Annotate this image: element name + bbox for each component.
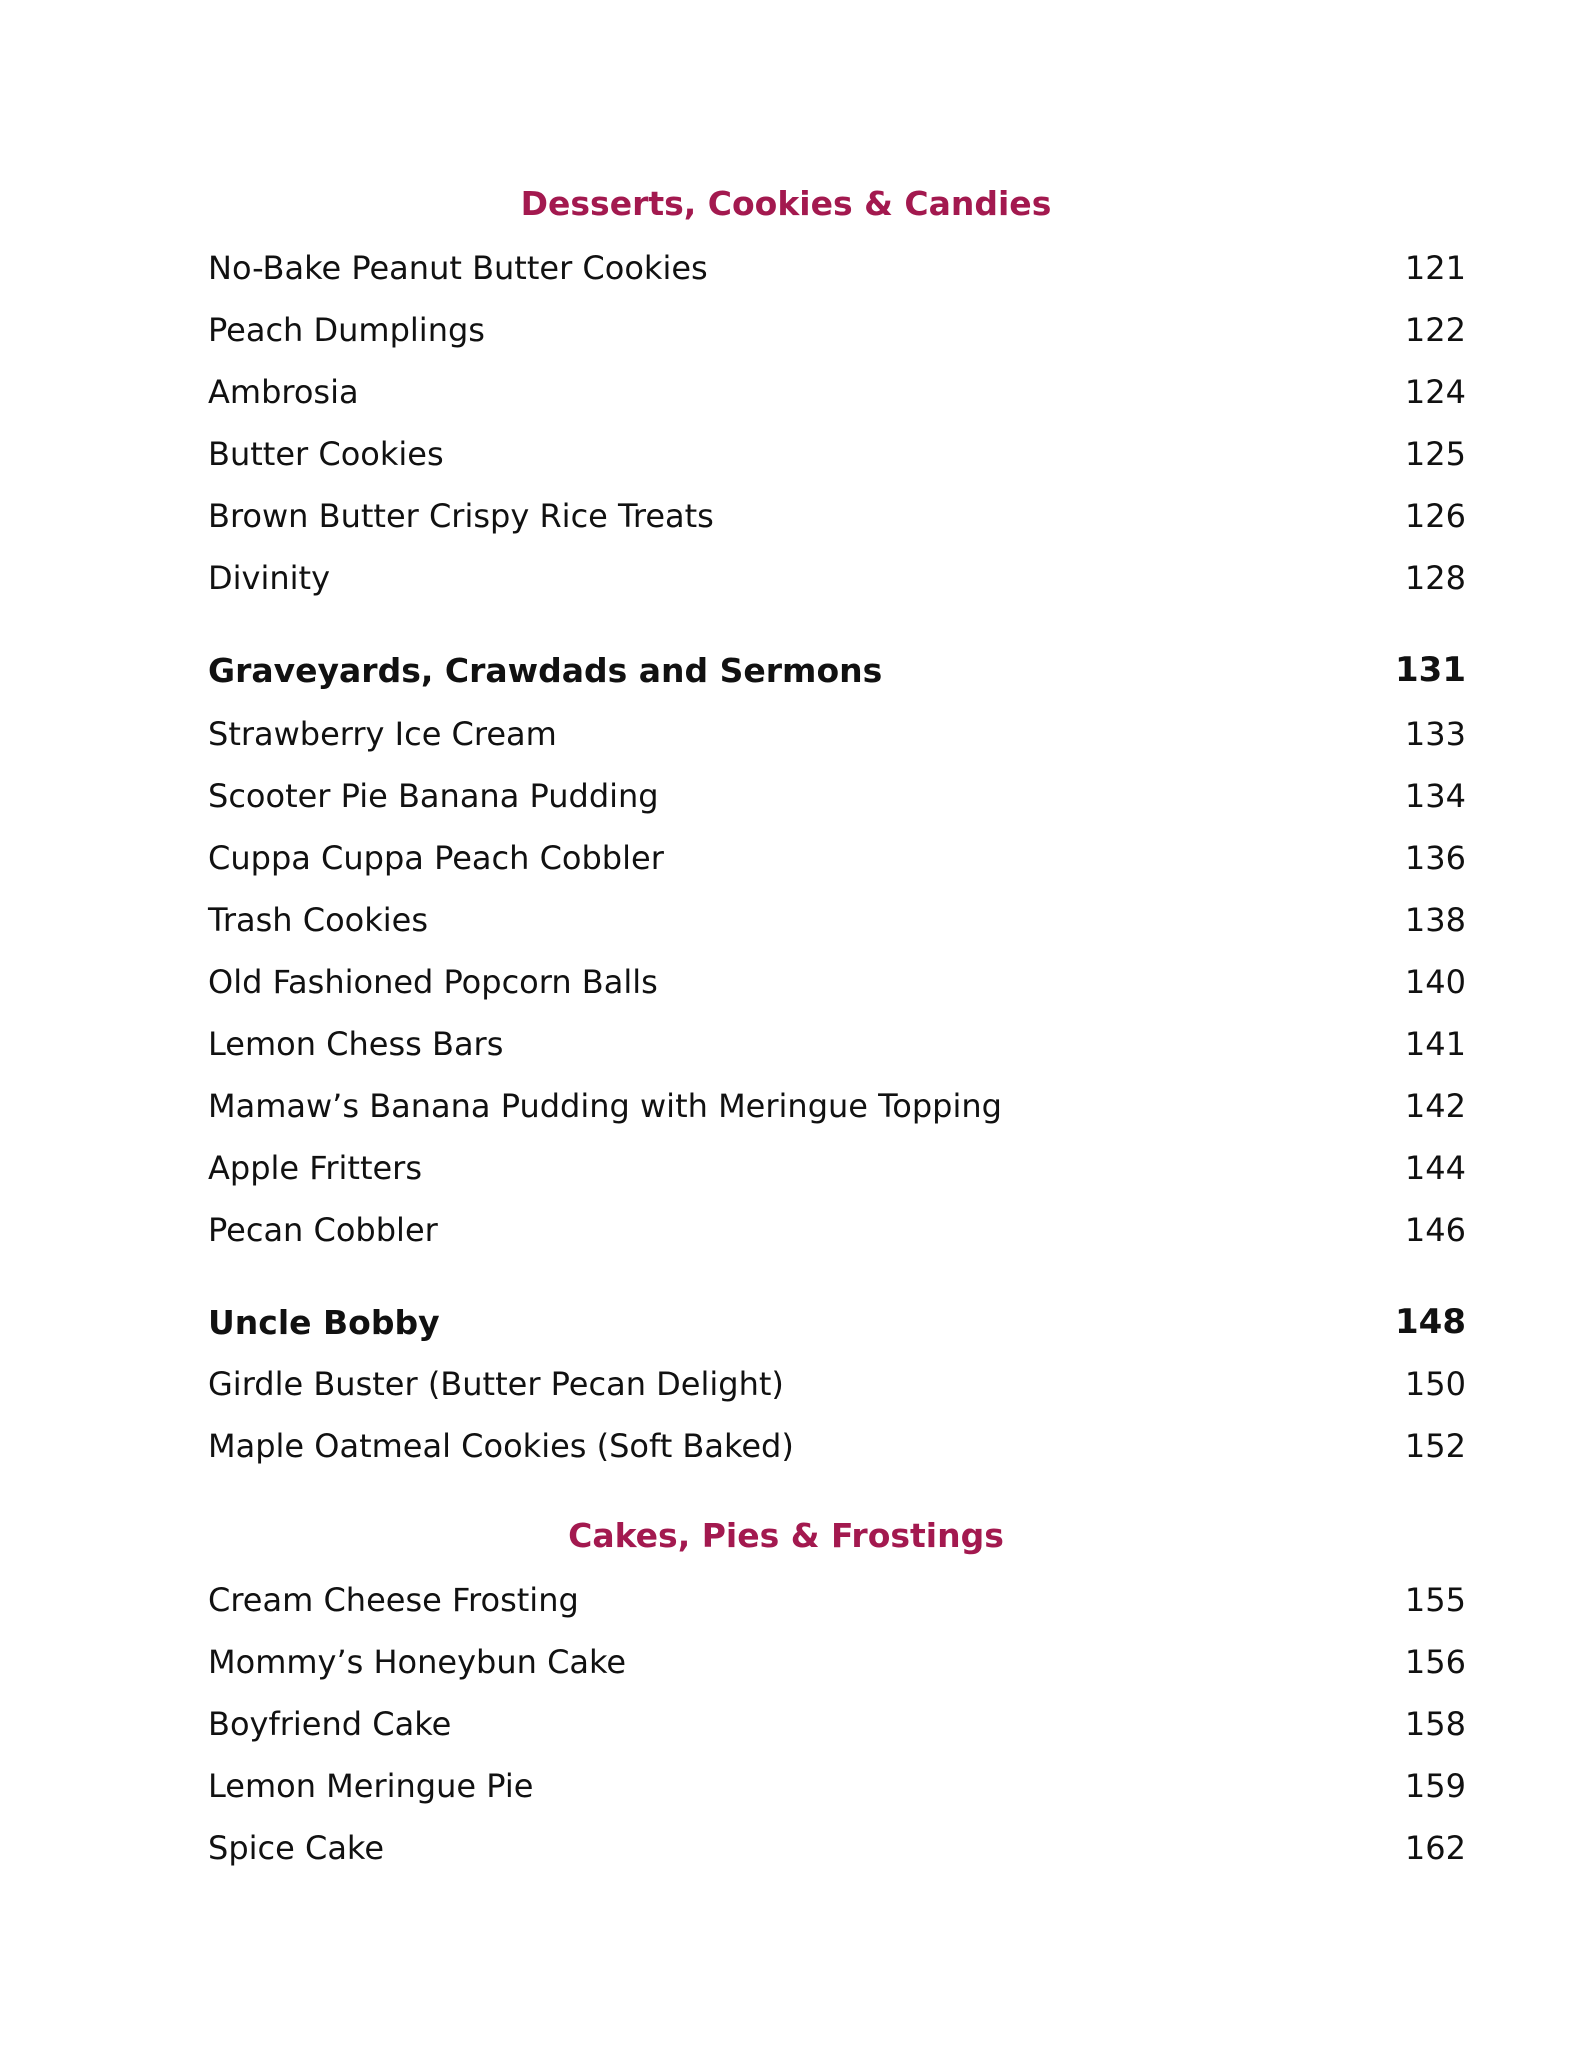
entry-page: 121 [1404,249,1466,287]
entry-page: 124 [1404,373,1466,411]
entry-page: 136 [1404,839,1466,877]
subheading-uncle-bobby [208,1300,1466,1344]
toc-entry [208,1208,1466,1252]
entry-page: 126 [1404,497,1466,535]
toc-entry [208,1702,1466,1746]
toc-entry [208,774,1466,818]
toc-entry [208,1022,1466,1066]
entry-page: 144 [1404,1149,1466,1187]
entry-page: 128 [1404,559,1466,597]
toc-entry [208,556,1466,600]
subheading-graveyards [208,648,1466,692]
entry-page: 133 [1404,715,1466,753]
entry-title: Cream Cheese Frosting [208,1581,579,1619]
toc-entry [208,836,1466,880]
entry-page: 158 [1404,1705,1466,1743]
entry-title: Spice Cake [208,1829,384,1867]
subheading-page: 148 [1395,1302,1466,1342]
entry-page: 134 [1404,777,1466,815]
toc-entry [208,432,1466,476]
entry-page: 162 [1404,1829,1466,1867]
toc-entry [208,1084,1466,1128]
entry-title: Mamaw’s Banana Pudding with Meringue Topping [208,1087,1002,1125]
entry-title: Lemon Meringue Pie [208,1767,534,1805]
subheading-title: Uncle Bobby [208,1302,440,1342]
toc-entry [208,1362,1466,1406]
entry-title: Old Fashioned Popcorn Balls [208,963,658,1001]
entry-page: 125 [1404,435,1466,473]
entry-title: Peach Dumplings [208,311,485,349]
toc-entry [208,1424,1466,1468]
toc-entry [208,1640,1466,1684]
entry-title: Boyfriend Cake [208,1705,452,1743]
entry-page: 138 [1404,901,1466,939]
toc-entry [208,308,1466,352]
entry-title: Divinity [208,559,331,597]
entry-title: Girdle Buster (Butter Pecan Delight) [208,1365,784,1403]
entry-title: Scooter Pie Banana Pudding [208,777,659,815]
entry-page: 122 [1404,311,1466,349]
toc-entry [208,898,1466,942]
toc-entry [208,246,1466,290]
entry-page: 150 [1404,1365,1466,1403]
entry-title: Pecan Cobbler [208,1211,438,1249]
toc-entry [208,1146,1466,1190]
entry-page: 156 [1404,1643,1466,1681]
entry-title: Ambrosia [208,373,359,411]
toc-entry [208,712,1466,756]
subheading-title: Graveyards, Crawdads and Sermons [208,650,883,690]
toc-entry [208,960,1466,1004]
entry-title: Butter Cookies [208,435,444,473]
entry-title: Apple Fritters [208,1149,422,1187]
entry-title: Cuppa Cuppa Peach Cobbler [208,839,664,877]
toc-entry [208,1764,1466,1808]
entry-page: 159 [1404,1767,1466,1805]
entry-page: 146 [1404,1211,1466,1249]
toc-entry [208,1578,1466,1622]
section-title-cakes: Cakes, Pies & Frostings [568,1516,1004,1555]
entry-page: 140 [1404,963,1466,1001]
entry-title: Mommy’s Honeybun Cake [208,1643,627,1681]
subheading-page: 131 [1395,650,1466,690]
toc-entry [208,494,1466,538]
entry-title: Strawberry Ice Cream [208,715,557,753]
entry-title: Trash Cookies [208,901,429,939]
entry-page: 141 [1404,1025,1466,1063]
toc-entry [208,370,1466,414]
toc-entry [208,1826,1466,1870]
entry-page: 152 [1404,1427,1466,1465]
entry-page: 142 [1404,1087,1466,1125]
entry-title: No-Bake Peanut Butter Cookies [208,249,708,287]
entry-title: Maple Oatmeal Cookies (Soft Baked) [208,1427,794,1465]
entry-title: Brown Butter Crispy Rice Treats [208,497,714,535]
entry-page: 155 [1404,1581,1466,1619]
section-title-desserts: Desserts, Cookies & Candies [520,184,1052,223]
entry-title: Lemon Chess Bars [208,1025,504,1063]
